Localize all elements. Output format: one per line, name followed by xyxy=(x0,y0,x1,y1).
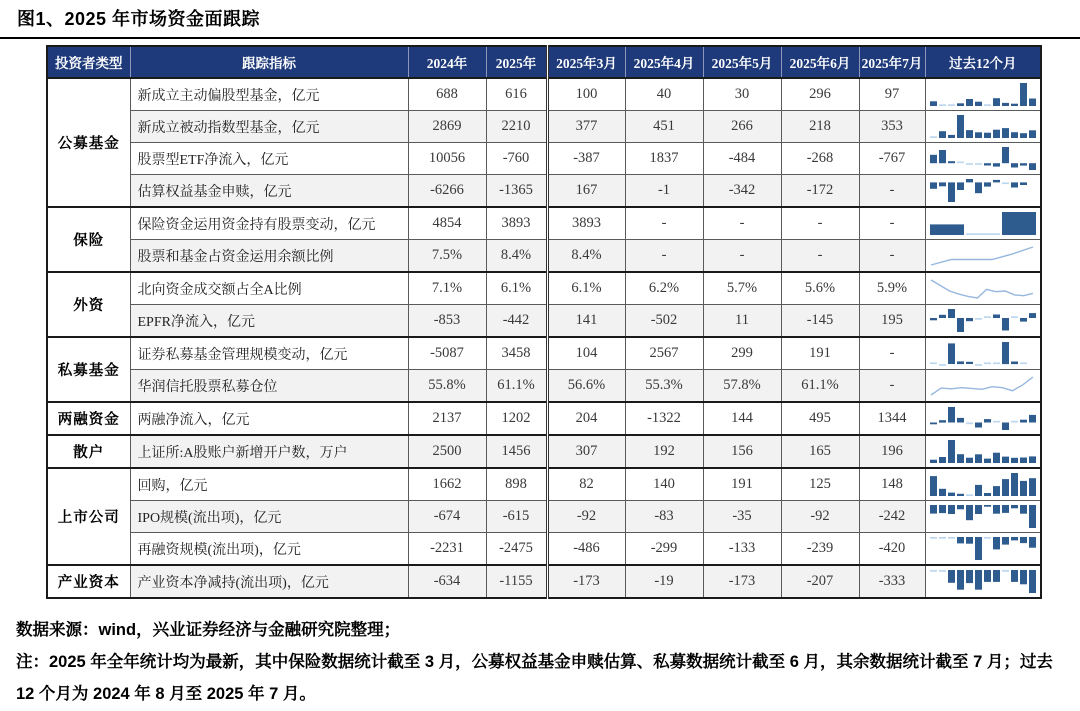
value-cell: 8.4% xyxy=(547,240,625,273)
value-cell: 144 xyxy=(703,402,781,435)
table-row xyxy=(47,78,1041,111)
value-cell: 82 xyxy=(547,468,625,501)
value-cell: 2567 xyxy=(625,337,703,370)
indicator-cell: 新成立被动指数型基金，亿元 xyxy=(130,111,408,143)
sparkline-bar-chart xyxy=(928,569,1038,594)
value-cell: -6266 xyxy=(408,175,486,208)
sparkline-cell xyxy=(925,533,1041,566)
investor-type-cell: 保险 xyxy=(47,207,130,272)
table-row xyxy=(47,207,1041,240)
value-cell: 148 xyxy=(859,468,925,501)
value-cell: 218 xyxy=(781,111,859,143)
value-cell: -173 xyxy=(547,565,625,598)
value-cell: -299 xyxy=(625,533,703,566)
sparkline-bar-chart xyxy=(928,536,1038,561)
sparkline-bar-chart xyxy=(928,146,1038,171)
table-row xyxy=(47,272,1041,305)
sparkline-cell xyxy=(925,175,1041,208)
table-row xyxy=(47,435,1041,468)
value-cell: 7.5% xyxy=(408,240,486,273)
value-cell: -760 xyxy=(486,143,547,175)
value-cell: -19 xyxy=(625,565,703,598)
value-cell: -35 xyxy=(703,501,781,533)
value-cell: 616 xyxy=(486,78,547,111)
value-cell: 195 xyxy=(859,305,925,338)
value-cell: -83 xyxy=(625,501,703,533)
table-row xyxy=(47,533,1041,566)
sparkline-cell xyxy=(925,337,1041,370)
value-cell: 8.4% xyxy=(486,240,547,273)
value-cell: 3893 xyxy=(547,207,625,240)
value-cell: -207 xyxy=(781,565,859,598)
value-cell: 55.8% xyxy=(408,370,486,403)
sparkline-bar-chart xyxy=(928,308,1038,333)
column-header: 2025年5月 xyxy=(703,46,781,78)
value-cell: -387 xyxy=(547,143,625,175)
value-cell: 10056 xyxy=(408,143,486,175)
value-cell: 296 xyxy=(781,78,859,111)
value-cell: 57.8% xyxy=(703,370,781,403)
sparkline-cell xyxy=(925,501,1041,533)
value-cell: -2475 xyxy=(486,533,547,566)
investor-type-cell: 上市公司 xyxy=(47,468,130,565)
column-header: 2025年4月 xyxy=(625,46,703,78)
value-cell: 353 xyxy=(859,111,925,143)
value-cell: -5087 xyxy=(408,337,486,370)
value-cell: 1456 xyxy=(486,435,547,468)
footer-notes xyxy=(16,614,1066,711)
value-cell: 299 xyxy=(703,337,781,370)
value-cell: -92 xyxy=(547,501,625,533)
value-cell: 2500 xyxy=(408,435,486,468)
value-cell: -172 xyxy=(781,175,859,208)
value-cell: -1155 xyxy=(486,565,547,598)
sparkline-cell xyxy=(925,111,1041,143)
value-cell: -342 xyxy=(703,175,781,208)
value-cell: - xyxy=(625,240,703,273)
value-cell: 196 xyxy=(859,435,925,468)
investor-type-cell: 私募基金 xyxy=(47,337,130,402)
table-row xyxy=(47,402,1041,435)
table-body xyxy=(47,78,1041,598)
value-cell: -634 xyxy=(408,565,486,598)
value-cell: 2137 xyxy=(408,402,486,435)
sparkline-cell xyxy=(925,402,1041,435)
column-header: 2024年 xyxy=(408,46,486,78)
sparkline-cell xyxy=(925,565,1041,598)
value-cell: 688 xyxy=(408,78,486,111)
sparkline-cell xyxy=(925,240,1041,273)
table-row xyxy=(47,240,1041,273)
value-cell: 6.1% xyxy=(547,272,625,305)
table-row xyxy=(47,111,1041,143)
sparkline-bar-chart xyxy=(928,82,1038,107)
column-header: 跟踪指标 xyxy=(130,46,408,78)
table-row xyxy=(47,337,1041,370)
value-cell: 165 xyxy=(781,435,859,468)
value-cell: 1837 xyxy=(625,143,703,175)
value-cell: -2231 xyxy=(408,533,486,566)
value-cell: -173 xyxy=(703,565,781,598)
value-cell: 55.3% xyxy=(625,370,703,403)
value-cell: - xyxy=(703,240,781,273)
value-cell: -1365 xyxy=(486,175,547,208)
investor-type-cell: 两融资金 xyxy=(47,402,130,435)
value-cell: -674 xyxy=(408,501,486,533)
value-cell: 377 xyxy=(547,111,625,143)
value-cell: - xyxy=(625,207,703,240)
investor-type-cell: 外资 xyxy=(47,272,130,337)
sparkline-cell xyxy=(925,207,1041,240)
sparkline-line-chart xyxy=(928,276,1038,301)
value-cell: -484 xyxy=(703,143,781,175)
sparkline-bar-chart xyxy=(928,439,1038,464)
value-cell: -853 xyxy=(408,305,486,338)
value-cell: -767 xyxy=(859,143,925,175)
indicator-cell: 两融净流入，亿元 xyxy=(130,402,408,435)
value-cell: 2210 xyxy=(486,111,547,143)
indicator-cell: EPFR净流入，亿元 xyxy=(130,305,408,338)
funds-tracking-table xyxy=(46,45,1042,599)
indicator-cell: 北向资金成交额占全A比例 xyxy=(130,272,408,305)
column-header: 2025年7月 xyxy=(859,46,925,78)
indicator-cell: 估算权益基金申赎，亿元 xyxy=(130,175,408,208)
sparkline-bar-chart xyxy=(928,178,1038,203)
table-row xyxy=(47,175,1041,208)
value-cell: 898 xyxy=(486,468,547,501)
value-cell: -442 xyxy=(486,305,547,338)
value-cell: 192 xyxy=(625,435,703,468)
sparkline-bar-chart xyxy=(928,504,1038,529)
value-cell: -486 xyxy=(547,533,625,566)
value-cell: 191 xyxy=(781,337,859,370)
value-cell: 1662 xyxy=(408,468,486,501)
indicator-cell: 华润信托股票私募仓位 xyxy=(130,370,408,403)
value-cell: 2869 xyxy=(408,111,486,143)
column-header: 投资者类型 xyxy=(47,46,130,78)
value-cell: -268 xyxy=(781,143,859,175)
value-cell: -615 xyxy=(486,501,547,533)
value-cell: 3458 xyxy=(486,337,547,370)
value-cell: 100 xyxy=(547,78,625,111)
value-cell: -1322 xyxy=(625,402,703,435)
sparkline-cell xyxy=(925,435,1041,468)
table-row xyxy=(47,305,1041,338)
value-cell: -239 xyxy=(781,533,859,566)
value-cell: 5.7% xyxy=(703,272,781,305)
value-cell: 61.1% xyxy=(781,370,859,403)
value-cell: 97 xyxy=(859,78,925,111)
title-rule xyxy=(0,37,1080,39)
value-cell: 141 xyxy=(547,305,625,338)
value-cell: - xyxy=(859,337,925,370)
value-cell: 204 xyxy=(547,402,625,435)
value-cell: 266 xyxy=(703,111,781,143)
value-cell: -133 xyxy=(703,533,781,566)
value-cell: -1 xyxy=(625,175,703,208)
investor-type-cell: 散户 xyxy=(47,435,130,468)
indicator-cell: 回购，亿元 xyxy=(130,468,408,501)
header-row xyxy=(47,46,1041,78)
sparkline-bar-chart xyxy=(928,472,1038,497)
data-source-note: 数据来源：wind，兴业证券经济与金融研究院整理； xyxy=(16,621,401,639)
value-cell: 125 xyxy=(781,468,859,501)
value-cell: 11 xyxy=(703,305,781,338)
value-cell: -242 xyxy=(859,501,925,533)
value-cell: -333 xyxy=(859,565,925,598)
value-cell: 40 xyxy=(625,78,703,111)
column-header: 过去12个月 xyxy=(925,46,1041,78)
indicator-cell: 再融资规模(流出项)，亿元 xyxy=(130,533,408,566)
value-cell: -92 xyxy=(781,501,859,533)
investor-type-cell: 公募基金 xyxy=(47,78,130,207)
sparkline-bar-chart xyxy=(928,114,1038,139)
indicator-cell: 保险资金运用资金持有股票变动，亿元 xyxy=(130,207,408,240)
sparkline-cell xyxy=(925,305,1041,338)
indicator-cell: IPO规模(流出项)，亿元 xyxy=(130,501,408,533)
sparkline-cell xyxy=(925,468,1041,501)
table-row xyxy=(47,468,1041,501)
value-cell: 307 xyxy=(547,435,625,468)
table-row xyxy=(47,565,1041,598)
value-cell: - xyxy=(859,175,925,208)
value-cell: 61.1% xyxy=(486,370,547,403)
value-cell: -502 xyxy=(625,305,703,338)
figure-note: 注：2025 年全年统计均为最新，其中保险数据统计截至 3 月，公募权益基金申赎估算、私募数据统计截至 6 月，其余数据统计截至 7 月；过去 12 个月为 2024 年 8 月至 2025 年 7 月。 xyxy=(16,653,1053,704)
value-cell: 140 xyxy=(625,468,703,501)
sparkline-cell xyxy=(925,370,1041,403)
sparkline-bar-chart xyxy=(928,406,1038,431)
value-cell: - xyxy=(859,207,925,240)
sparkline-line-chart xyxy=(928,373,1038,398)
value-cell: - xyxy=(703,207,781,240)
sparkline-bar-chart xyxy=(928,211,1038,236)
indicator-cell: 新成立主动偏股型基金，亿元 xyxy=(130,78,408,111)
value-cell: -145 xyxy=(781,305,859,338)
indicator-cell: 股票型ETF净流入，亿元 xyxy=(130,143,408,175)
value-cell: - xyxy=(781,240,859,273)
sparkline-cell xyxy=(925,272,1041,305)
sparkline-line-chart xyxy=(928,243,1038,268)
value-cell: 3893 xyxy=(486,207,547,240)
value-cell: 451 xyxy=(625,111,703,143)
value-cell: - xyxy=(859,370,925,403)
value-cell: 167 xyxy=(547,175,625,208)
value-cell: 6.1% xyxy=(486,272,547,305)
indicator-cell: 上证所:A股账户新增开户数，万户 xyxy=(130,435,408,468)
column-header: 2025年 xyxy=(486,46,547,78)
value-cell: - xyxy=(781,207,859,240)
value-cell: 495 xyxy=(781,402,859,435)
indicator-cell: 股票和基金占资金运用余额比例 xyxy=(130,240,408,273)
value-cell: 191 xyxy=(703,468,781,501)
sparkline-cell xyxy=(925,78,1041,111)
value-cell: 156 xyxy=(703,435,781,468)
table-row xyxy=(47,370,1041,403)
investor-type-cell: 产业资本 xyxy=(47,565,130,598)
value-cell: 30 xyxy=(703,78,781,111)
column-header: 2025年6月 xyxy=(781,46,859,78)
value-cell: 5.9% xyxy=(859,272,925,305)
sparkline-cell xyxy=(925,143,1041,175)
value-cell: 104 xyxy=(547,337,625,370)
value-cell: -420 xyxy=(859,533,925,566)
value-cell: 56.6% xyxy=(547,370,625,403)
indicator-cell: 证券私募基金管理规模变动，亿元 xyxy=(130,337,408,370)
value-cell: 1344 xyxy=(859,402,925,435)
value-cell: 4854 xyxy=(408,207,486,240)
sparkline-bar-chart xyxy=(928,341,1038,366)
value-cell: 1202 xyxy=(486,402,547,435)
table-header xyxy=(47,46,1041,78)
value-cell: 7.1% xyxy=(408,272,486,305)
figure-title: 图1、2025 年市场资金面跟踪 xyxy=(17,9,261,29)
value-cell: 5.6% xyxy=(781,272,859,305)
column-header: 2025年3月 xyxy=(547,46,625,78)
value-cell: 6.2% xyxy=(625,272,703,305)
indicator-cell: 产业资本净减持(流出项)，亿元 xyxy=(130,565,408,598)
value-cell: - xyxy=(859,240,925,273)
table-row xyxy=(47,143,1041,175)
table-row xyxy=(47,501,1041,533)
